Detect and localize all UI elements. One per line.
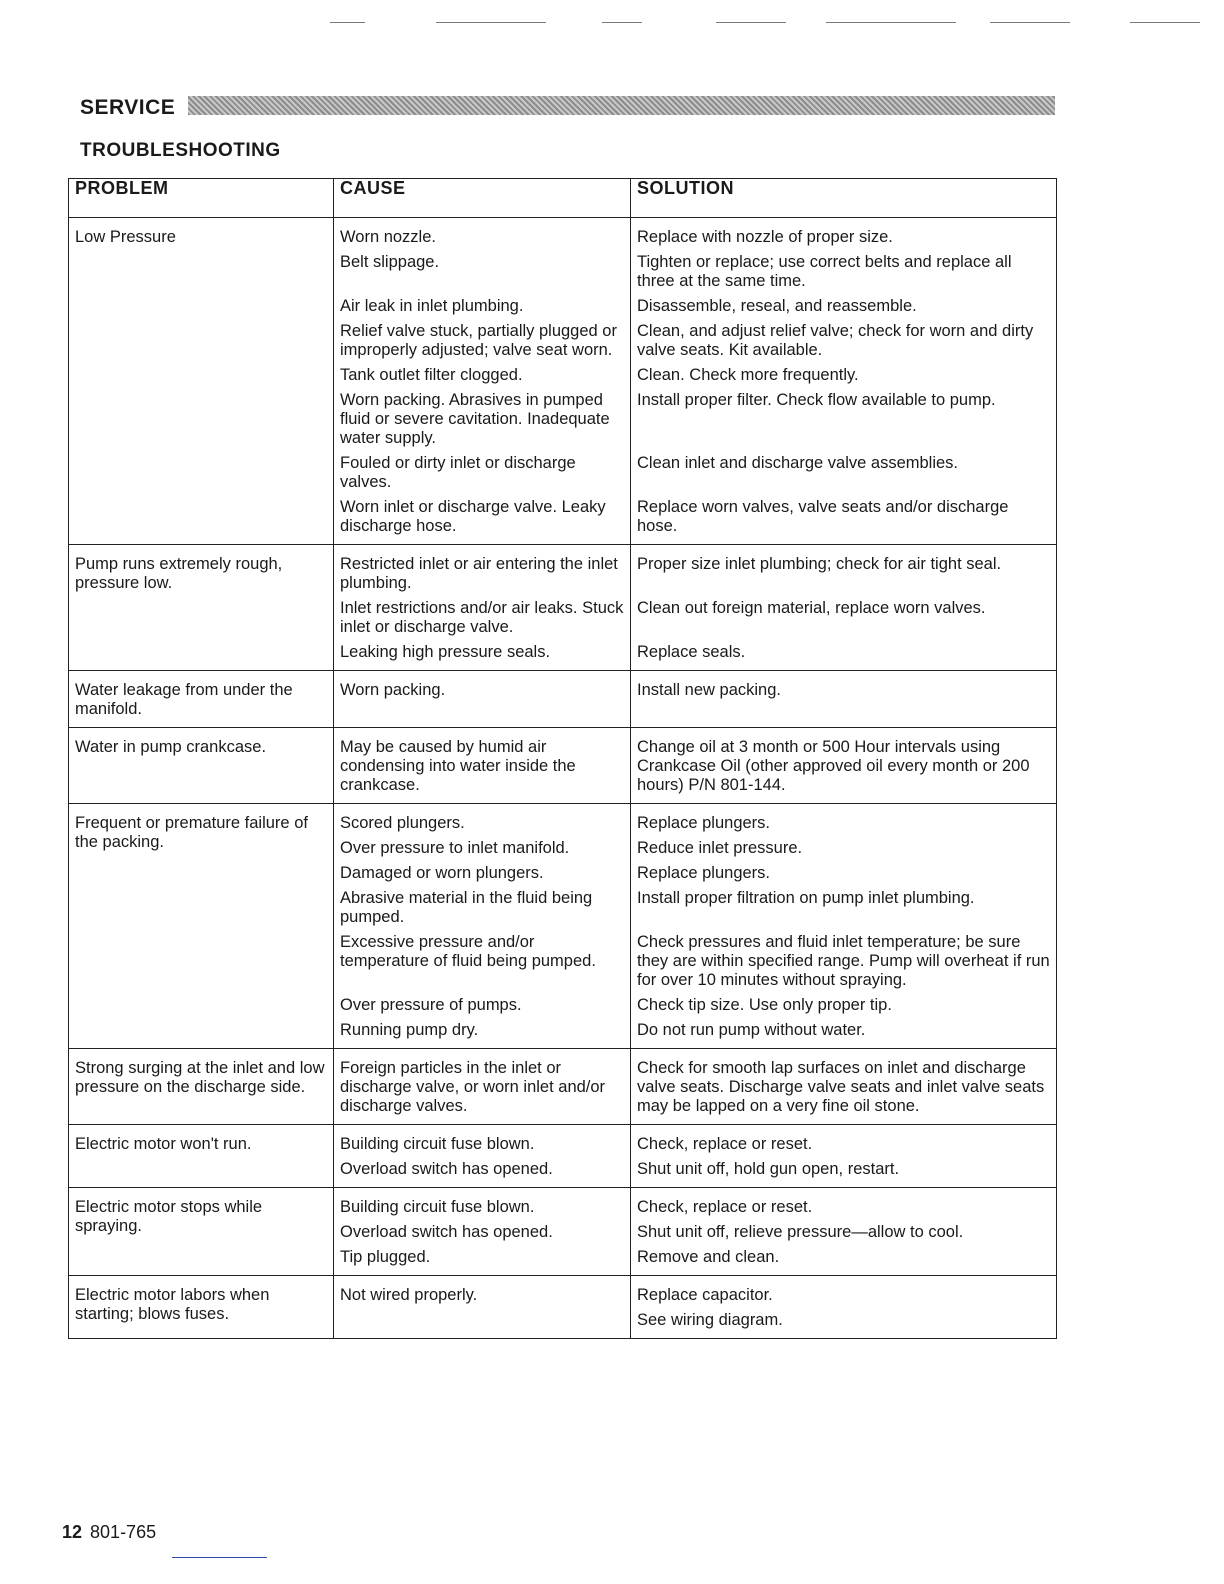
cause-entry: Belt slippage.	[340, 253, 440, 271]
section-header	[80, 94, 1055, 122]
cause-entry: May be caused by humid air condensing into water inside the crankcase.	[340, 738, 576, 794]
troubleshooting-table-wrapper	[68, 178, 1056, 1339]
cause-entry: Overload switch has opened.	[340, 1223, 553, 1241]
table-row	[69, 1125, 1057, 1188]
cause-entry: Not wired properly.	[340, 1286, 478, 1304]
cause-entry: Abrasive material in the fluid being pumped.	[340, 889, 593, 926]
cause-cell	[334, 1125, 631, 1188]
cause-cell	[334, 804, 631, 1049]
scan-mark	[436, 22, 546, 23]
solution-entry: Do not run pump without water.	[637, 1021, 866, 1039]
table-row	[69, 218, 1057, 545]
solution-entry: Install proper filtration on pump inlet plumbing.	[637, 889, 975, 907]
problem-cell: Electric motor won't run.	[69, 1125, 334, 1188]
table-row	[69, 728, 1057, 804]
cause-entry: Leaking high pressure seals.	[340, 643, 551, 661]
cause-entry: Worn packing.	[340, 681, 446, 699]
cause-entry: Over pressure to inlet manifold.	[340, 839, 570, 857]
column-header-cause: CAUSE	[334, 179, 631, 218]
troubleshooting-table	[68, 178, 1057, 1339]
scan-mark	[716, 22, 786, 23]
section-title: SERVICE	[80, 96, 176, 119]
solution-cell	[631, 728, 1057, 804]
table-row	[69, 1276, 1057, 1339]
scan-mark	[990, 22, 1070, 23]
scan-mark	[826, 22, 956, 23]
solution-entry: Replace seals.	[637, 643, 746, 661]
solution-entry: Disassemble, reseal, and reassemble.	[637, 297, 917, 315]
problem-cell: Frequent or premature failure of the packing.	[69, 804, 334, 1049]
solution-entry: Reduce inlet pressure.	[637, 839, 803, 857]
cause-entry: Scored plungers.	[340, 814, 465, 832]
cause-entry: Building circuit fuse blown.	[340, 1135, 535, 1153]
cause-entry: Restricted inlet or air entering the inlet plumbing.	[340, 555, 618, 592]
cause-entry: Tip plugged.	[340, 1248, 431, 1266]
cause-cell	[334, 1049, 631, 1125]
solution-cell	[631, 671, 1057, 728]
page-number: 12	[62, 1522, 83, 1542]
cause-entry: Building circuit fuse blown.	[340, 1198, 535, 1216]
table-row	[69, 545, 1057, 671]
solution-entry: Install proper filter. Check flow available to pump.	[637, 391, 996, 409]
solution-entry: Replace capacitor.	[637, 1286, 773, 1304]
table-row	[69, 804, 1057, 1049]
table-body	[69, 218, 1057, 1339]
problem-cell: Electric motor labors when starting; blows fuses.	[69, 1276, 334, 1339]
solution-entry: Clean inlet and discharge valve assemblies.	[637, 454, 959, 472]
cause-cell	[334, 671, 631, 728]
scan-mark	[330, 22, 365, 23]
problem-cell: Strong surging at the inlet and low pressure on the discharge side.	[69, 1049, 334, 1125]
column-header-problem: PROBLEM	[69, 179, 334, 218]
table-row	[69, 1188, 1057, 1276]
table-row	[69, 1049, 1057, 1125]
solution-entry: Clean, and adjust relief valve; check for worn and dirty valve seats. Kit available.	[637, 322, 1034, 359]
page-title: TROUBLESHOOTING	[80, 140, 281, 161]
solution-entry: Shut unit off, relieve pressure—allow to cool.	[637, 1223, 964, 1241]
column-header-solution: SOLUTION	[631, 179, 1057, 218]
problem-cell: Pump runs extremely rough, pressure low.	[69, 545, 334, 671]
solution-cell	[631, 1188, 1057, 1276]
solution-cell	[631, 1276, 1057, 1339]
footer-underline	[172, 1557, 267, 1558]
problem-cell: Water in pump crankcase.	[69, 728, 334, 804]
solution-entry: Install new packing.	[637, 681, 781, 699]
solution-entry: Replace worn valves, valve seats and/or discharge hose.	[637, 498, 1009, 535]
cause-entry: Worn nozzle.	[340, 228, 436, 246]
solution-entry: Check pressures and fluid inlet temperature; be sure they are within specified range. Pump will overheat if run for over 10 minutes without spraying.	[637, 933, 1050, 989]
solution-cell	[631, 1125, 1057, 1188]
solution-entry: Replace with nozzle of proper size.	[637, 228, 893, 246]
document-number: 801-765	[90, 1522, 157, 1542]
cause-entry: Excessive pressure and/or temperature of fluid being pumped.	[340, 933, 596, 970]
section-rule-bar	[188, 96, 1055, 115]
solution-entry: Remove and clean.	[637, 1248, 780, 1266]
solution-entry: Replace plungers.	[637, 864, 770, 882]
page-footer	[62, 1522, 156, 1543]
solution-entry: Clean out foreign material, replace worn valves.	[637, 599, 986, 617]
cause-entry: Overload switch has opened.	[340, 1160, 553, 1178]
solution-entry: Shut unit off, hold gun open, restart.	[637, 1160, 900, 1178]
cause-cell	[334, 1276, 631, 1339]
cause-entry: Damaged or worn plungers.	[340, 864, 544, 882]
solution-cell	[631, 218, 1057, 545]
cause-entry: Running pump dry.	[340, 1021, 479, 1039]
solution-entry: Check for smooth lap surfaces on inlet and discharge valve seats. Discharge valve seats and inlet valve seats may be lapped on a very fine oil stone.	[637, 1059, 1045, 1115]
cause-entry: Relief valve stuck, partially plugged or improperly adjusted; valve seat worn.	[340, 322, 617, 359]
cause-entry: Tank outlet filter clogged.	[340, 366, 523, 384]
scan-mark	[602, 22, 642, 23]
cause-entry	[340, 1311, 624, 1330]
table-row	[69, 671, 1057, 728]
scan-mark	[1130, 22, 1200, 23]
solution-cell	[631, 1049, 1057, 1125]
cause-cell	[334, 218, 631, 545]
solution-cell	[631, 804, 1057, 1049]
solution-entry: Replace plungers.	[637, 814, 770, 832]
solution-entry: Change oil at 3 month or 500 Hour intervals using Crankcase Oil (other approved oil every month or 200 hours) P/N 801-144.	[637, 738, 1030, 794]
cause-entry: Air leak in inlet plumbing.	[340, 297, 524, 315]
solution-entry: Check, replace or reset.	[637, 1198, 813, 1216]
solution-entry: See wiring diagram.	[637, 1311, 783, 1329]
cause-entry: Worn inlet or discharge valve. Leaky discharge hose.	[340, 498, 606, 535]
problem-cell: Low Pressure	[69, 218, 334, 545]
cause-entry: Worn packing. Abrasives in pumped fluid or severe cavitation. Inadequate water supply.	[340, 391, 610, 447]
solution-entry: Clean. Check more frequently.	[637, 366, 859, 384]
solution-entry: Check, replace or reset.	[637, 1135, 813, 1153]
solution-entry: Proper size inlet plumbing; check for air tight seal.	[637, 555, 1002, 573]
table-header-row	[69, 179, 1057, 218]
cause-entry: Over pressure of pumps.	[340, 996, 522, 1014]
cause-entry: Inlet restrictions and/or air leaks. Stuck inlet or discharge valve.	[340, 599, 624, 636]
cause-entry: Foreign particles in the inlet or discharge valve, or worn inlet and/or discharge valves.	[340, 1059, 606, 1115]
problem-cell: Water leakage from under the manifold.	[69, 671, 334, 728]
solution-cell	[631, 545, 1057, 671]
solution-entry: Check tip size. Use only proper tip.	[637, 996, 892, 1014]
solution-entry: Tighten or replace; use correct belts and replace all three at the same time.	[637, 253, 1012, 290]
cause-cell	[334, 728, 631, 804]
problem-cell: Electric motor stops while spraying.	[69, 1188, 334, 1276]
cause-cell	[334, 1188, 631, 1276]
cause-entry: Fouled or dirty inlet or discharge valves.	[340, 454, 576, 491]
cause-cell	[334, 545, 631, 671]
